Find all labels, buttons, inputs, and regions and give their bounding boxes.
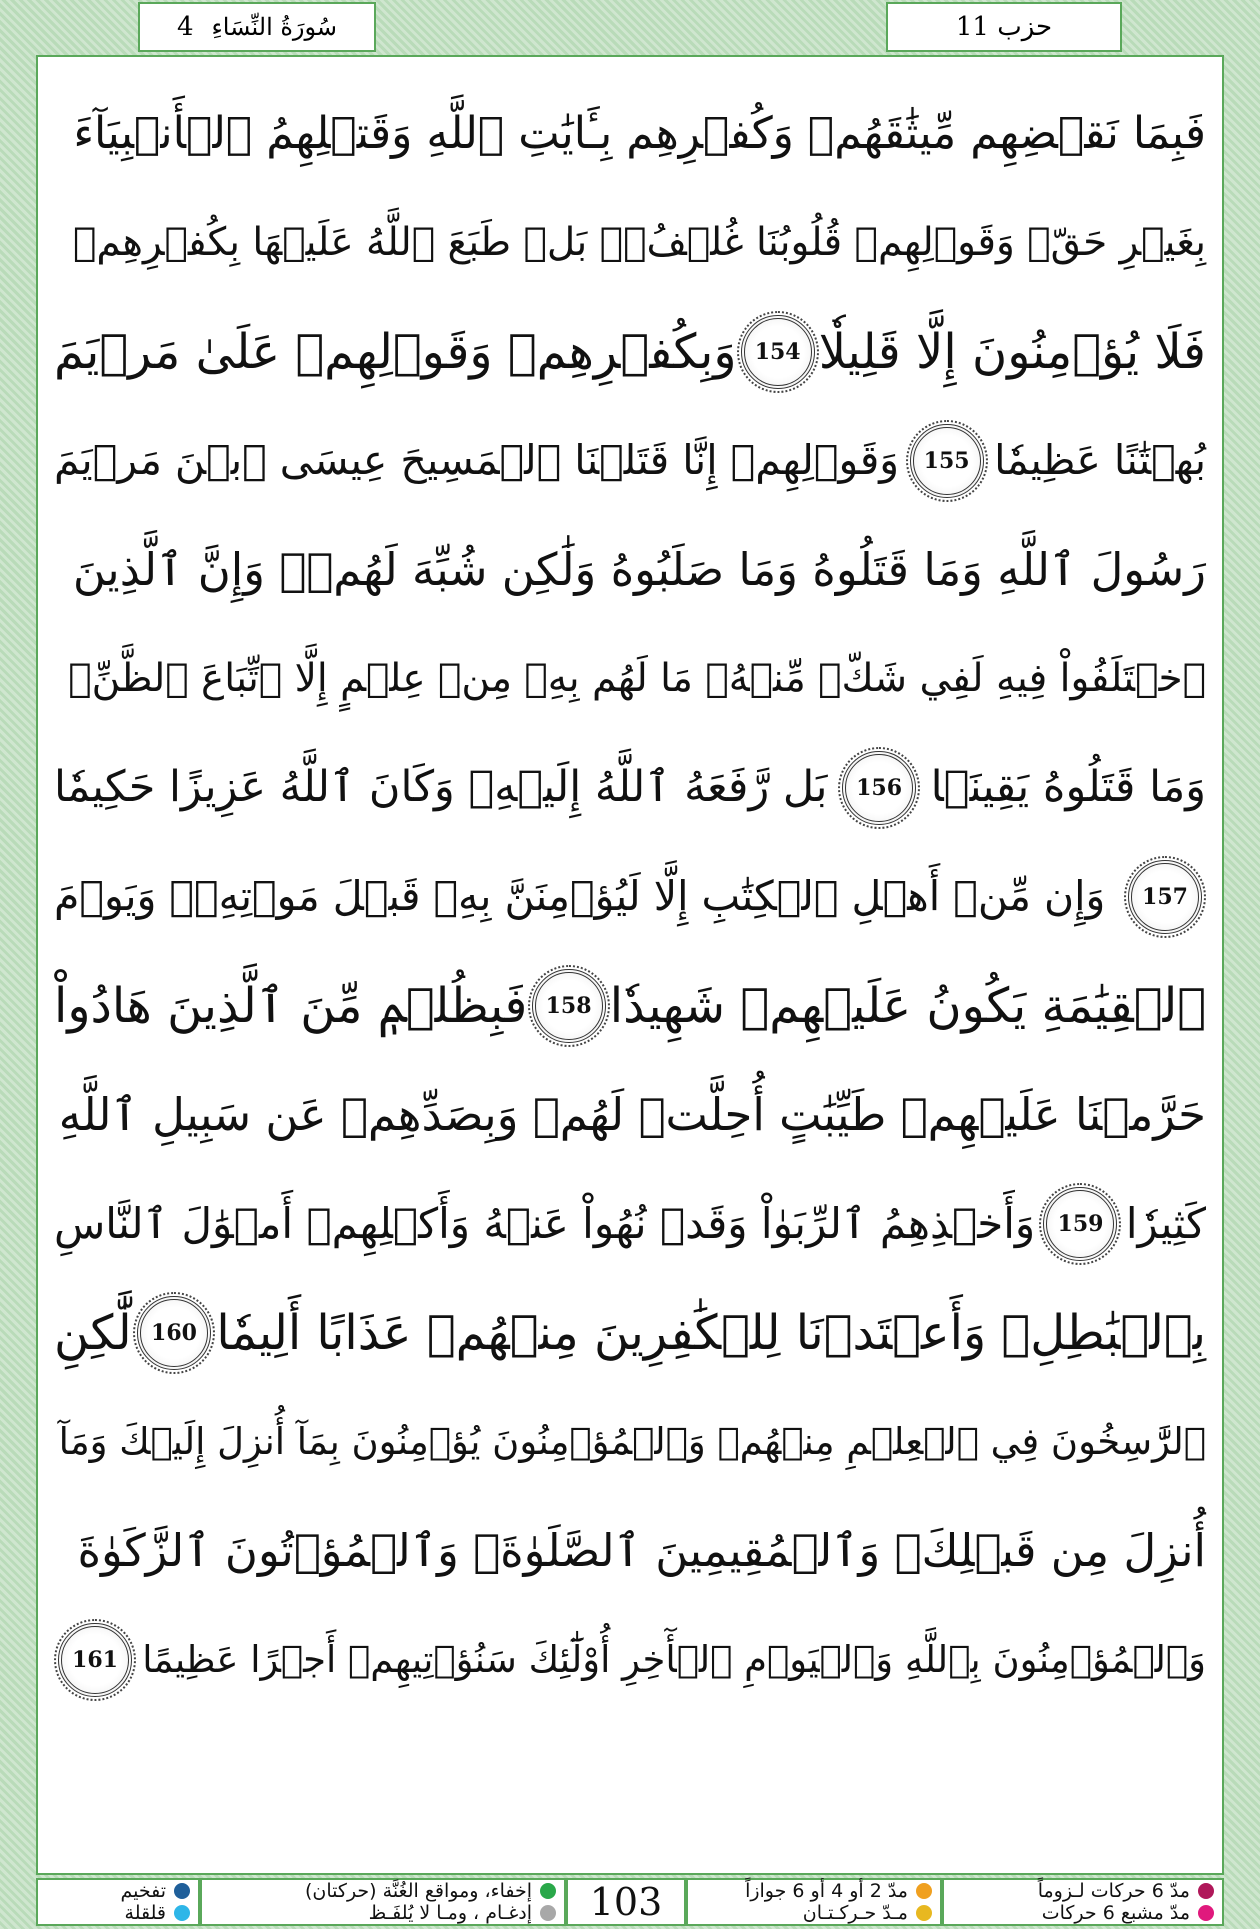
ayah-marker-icon (133, 1292, 215, 1374)
verse-text: ٱلرَّٰسِخُونَ فِي ٱلۡعِلۡمِ مِنۡهُمۡ وَٱلۡمُؤۡمِنُونَ يُؤۡمِنُونَ بِمَآ أُنزِلَ إِلَيۡكَ وَمَآ (58, 1420, 1206, 1463)
verse-line (54, 624, 1206, 733)
legend-item: مدّ مشبع 6 حركات (952, 1902, 1214, 1924)
hizb-label: حزب 11 (955, 12, 1053, 42)
verse-text: وَأَخۡذِهِمُ ٱلرِّبَوٰاْ وَقَدۡ نُهُواْ عَنۡهُ وَأَكۡلِهِمۡ أَمۡوَٰلَ ٱلنَّاسِ (54, 1198, 1036, 1248)
verse-text: وَإِن مِّنۡ أَهۡلِ ٱلۡكِتَٰبِ إِلَّا لَيُؤۡمِنَنَّ بِهِۦ قَبۡلَ مَوۡتِهِۦۖ وَيَوۡمَ (54, 872, 1106, 920)
verse-text: فَبِمَا نَقۡضِهِم مِّيثَٰقَهُمۡ وَكُفۡرِهِم بِـَٔايَٰتِ ٱللَّهِ وَقَتۡلِهِمُ ٱلۡأَنۢبِيَآءَ (73, 107, 1206, 159)
ayah-number: 160 (137, 1296, 211, 1370)
ayah-number: 156 (842, 751, 916, 825)
legend-col-3 (200, 1878, 566, 1926)
hizb-header (886, 2, 1122, 52)
surah-number: 4 (176, 12, 194, 42)
verse-line (54, 1060, 1206, 1169)
verse-text: بُهۡتَٰنًا عَظِيمٗا (994, 436, 1206, 484)
tajweed-legend (36, 1878, 1224, 1926)
verse-text: حَرَّمۡنَا عَلَيۡهِمۡ طَيِّبَٰتٍ أُحِلَّتۡ لَهُمۡ وَبِصَدِّهِمۡ عَن سَبِيلِ ٱللَّهِ (58, 1088, 1206, 1141)
verse-line (54, 1605, 1206, 1714)
ayah-number: 155 (910, 424, 984, 498)
color-dot-icon (174, 1883, 190, 1899)
legend-col-2 (686, 1878, 942, 1926)
verse-line (54, 1496, 1206, 1605)
verse-text: كَثِيرٗا (1125, 1198, 1206, 1248)
ayah-marker-icon (838, 747, 920, 829)
verse-line (54, 297, 1206, 406)
legend-item: مـدّ حـركـتـان (696, 1902, 932, 1924)
color-dot-icon (1198, 1905, 1214, 1921)
color-dot-icon (174, 1905, 190, 1921)
ayah-number: 154 (741, 315, 815, 389)
surah-header (138, 2, 376, 52)
ayah-marker-icon (528, 965, 610, 1047)
verse-line (54, 79, 1206, 188)
verse-text: وَٱلۡمُؤۡمِنُونَ بِٱللَّهِ وَٱلۡيَوۡمِ ٱلۡأٓخِرِ أُوْلَٰٓئِكَ سَنُؤۡتِيهِمۡ أَجۡرًا عَظِيمًا (142, 1638, 1206, 1681)
verse-text: فَبِظُلۡمٖ مِّنَ ٱلَّذِينَ هَادُواْ (54, 977, 528, 1034)
ayah-number: 161 (58, 1623, 132, 1697)
legend-item: تفخيم (46, 1880, 190, 1902)
verse-text: ٱلۡقِيَٰمَةِ يَكُونُ عَلَيۡهِمۡ شَهِيدٗا (609, 977, 1206, 1034)
verse-line (54, 1278, 1206, 1387)
verse-line (54, 406, 1206, 515)
verse-line (54, 1387, 1206, 1496)
ayah-number: 158 (532, 969, 606, 1043)
mushaf-page (36, 55, 1224, 1875)
verse-line (54, 1169, 1206, 1278)
surah-name: سُورَةُ النِّسَاءِ (211, 13, 338, 41)
verse-line (54, 733, 1206, 842)
verse-text: بِغَيۡرِ حَقّٖ وَقَوۡلِهِمۡ قُلُوبُنَا غُلۡفُۢۚ بَلۡ طَبَعَ ٱللَّهُ عَلَيۡهَا بِكُفۡرِهِمۡ (73, 220, 1206, 265)
legend-item: إدغـام ، ومـا لا يُلفَـظ (210, 1902, 556, 1924)
verse-text: أُنزِلَ مِن قَبۡلِكَۚ وَٱلۡمُقِيمِينَ ٱلصَّلَوٰةَۚ وَٱلۡمُؤۡتُونَ ٱلزَّكَوٰةَ (77, 1524, 1206, 1577)
verse-text: لَّٰكِنِ (54, 1304, 132, 1361)
color-dot-icon (916, 1883, 932, 1899)
verse-text: وَمَا قَتَلُوهُ يَقِينَۢا (930, 762, 1206, 812)
verse-line (54, 842, 1206, 951)
verse-text: بِٱلۡبَٰطِلِۚ وَأَعۡتَدۡنَا لِلۡكَٰفِرِينَ مِنۡهُمۡ عَذَابًا أَلِيمٗا (216, 1304, 1206, 1361)
ayah-number: 159 (1043, 1187, 1117, 1261)
verse-text: رَسُولَ ٱللَّهِ وَمَا قَتَلُوهُ وَمَا صَلَبُوهُ وَلَٰكِن شُبِّهَ لَهُمۡۚ وَإِنَّ ٱلَّذِينَ (72, 543, 1206, 596)
verse-lines (54, 79, 1206, 1714)
ayah-marker-icon (906, 420, 988, 502)
legend-col-4 (36, 1878, 200, 1926)
ayah-number: 157 (1128, 860, 1202, 934)
verse-text: فَلَا يُؤۡمِنُونَ إِلَّا قَلِيلٗا (818, 323, 1206, 380)
color-dot-icon (916, 1905, 932, 1921)
ayah-marker-icon (737, 311, 819, 393)
color-dot-icon (540, 1905, 556, 1921)
legend-item: إخفاء، ومواقع الغُنَّة (حركتان) (210, 1880, 556, 1902)
verse-line (54, 188, 1206, 297)
verse-line (54, 951, 1206, 1060)
verse-text: ٱخۡتَلَفُواْ فِيهِ لَفِي شَكّٖ مِّنۡهُۚ مَا لَهُم بِهِۦ مِنۡ عِلۡمٍ إِلَّا ٱتِّبَاعَ ٱلظَّنِّۚ (68, 656, 1206, 701)
page-number: 103 (566, 1878, 686, 1926)
color-dot-icon (1198, 1883, 1214, 1899)
verse-line (54, 515, 1206, 624)
verse-text: وَقَوۡلِهِمۡ إِنَّا قَتَلۡنَا ٱلۡمَسِيحَ عِيسَى ٱبۡنَ مَرۡيَمَ (54, 436, 900, 484)
ayah-marker-icon (1124, 856, 1206, 938)
color-dot-icon (540, 1883, 556, 1899)
legend-item: قلقلة (46, 1902, 190, 1924)
legend-item: مدّ 6 حركات لـزوماً (952, 1880, 1214, 1902)
verse-text: وَبِكُفۡرِهِمۡ وَقَوۡلِهِمۡ عَلَىٰ مَرۡيَمَ (54, 323, 737, 380)
legend-item: مدّ 2 أو 4 أو 6 جوازاً (696, 1880, 932, 1902)
verse-text: بَل رَّفَعَهُ ٱللَّهُ إِلَيۡهِۚ وَكَانَ ٱللَّهُ عَزِيزًا حَكِيمٗا (54, 762, 828, 812)
ayah-marker-icon (54, 1619, 136, 1701)
legend-col-1 (942, 1878, 1224, 1926)
ayah-marker-icon (1039, 1183, 1121, 1265)
